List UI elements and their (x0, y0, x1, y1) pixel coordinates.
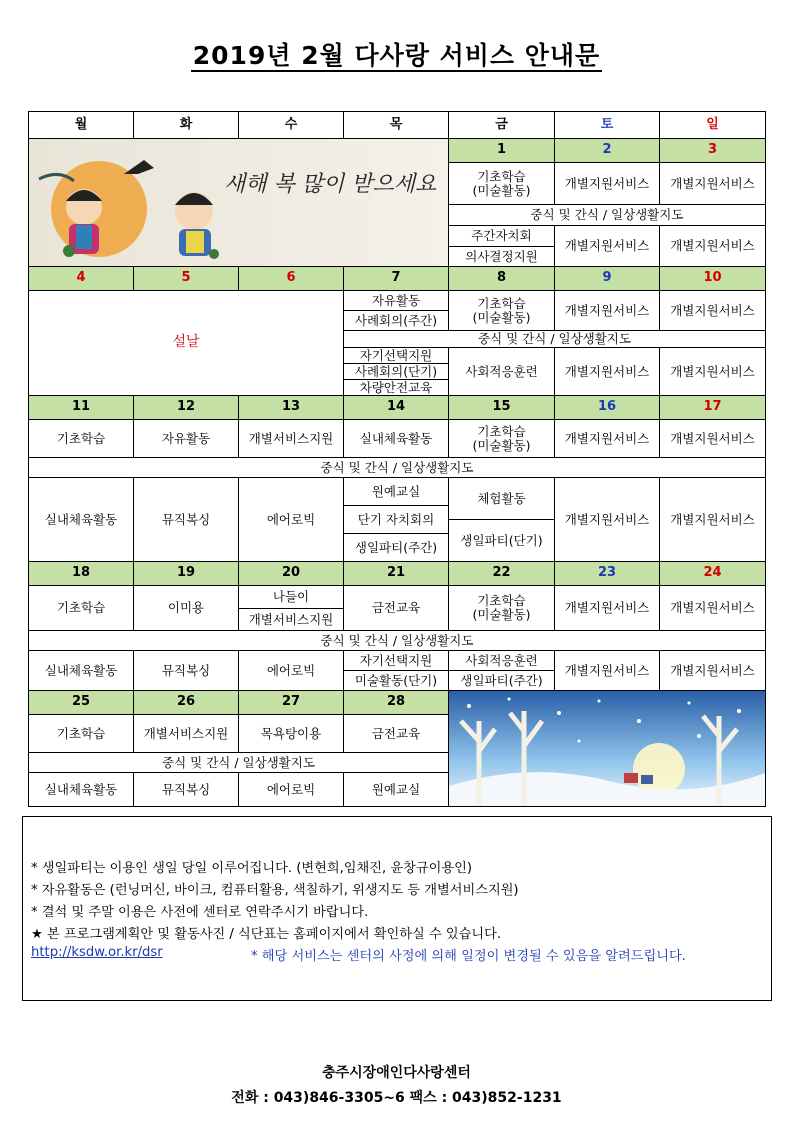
activity-cell: 뮤직복싱 (134, 478, 239, 562)
activity-cell: 생일파티(단기) (449, 520, 555, 562)
activity-cell: 사례회의(단기) (344, 364, 449, 380)
activity-cell: 뮤직복싱 (134, 651, 239, 691)
activity-cell: 자기선택지원 (344, 651, 449, 671)
note-homepage: ★ 본 프로그램계획안 및 활동사진 / 식단표는 홈페이지에서 확인하실 수 있습니다. (31, 927, 502, 942)
homepage-link[interactable]: http://ksdw.or.kr/dsr (31, 945, 163, 960)
activity-cell: 원예교실 (344, 478, 449, 506)
note-absence: * 결석 및 주말 이용은 사전에 센터로 연락주시기 바랍니다. (31, 905, 369, 920)
date-cell: 1 (449, 139, 555, 163)
activity-cell: 차량안전교육 (344, 380, 449, 396)
activity-cell: 개별서비스지원 (134, 715, 239, 753)
lunch-guidance-row: 중식 및 간식 / 일상생활지도 (29, 631, 766, 651)
activity-cell: 원예교실 (344, 773, 449, 807)
activity-cell: 개별지원서비스 (555, 348, 660, 396)
date-cell-saturday: 23 (555, 562, 660, 586)
activity-cell: 개별지원서비스 (660, 163, 766, 205)
activity-cell: 기초학습 (미술활동) (449, 291, 555, 331)
activity-cell: 개별지원서비스 (555, 478, 660, 562)
activity-cell: 개별지원서비스 (660, 291, 766, 331)
activity-cell: 개별지원서비스 (555, 651, 660, 691)
date-cell-saturday: 9 (555, 267, 660, 291)
lunch-guidance-row: 중식 및 간식 / 일상생활지도 (29, 458, 766, 478)
activity-cell: 금전교육 (344, 586, 449, 631)
organization-name: 충주시장애인다사랑센터 (322, 1065, 471, 1081)
activity-cell: 에어로빅 (239, 651, 344, 691)
weekday-header-row (29, 112, 766, 139)
activity-cell: 기초학습 (29, 715, 134, 753)
activity-cell: 기초학습 (29, 420, 134, 458)
date-cell: 13 (239, 396, 344, 420)
activity-cell: 개별지원서비스 (555, 226, 660, 267)
activity-cell: 금전교육 (344, 715, 449, 753)
page-title: 2019년 2월 다사랑 서비스 안내문 (192, 41, 601, 70)
activity-cell: 사회적응훈련 (449, 651, 555, 671)
weekday-mon: 월 (29, 112, 134, 139)
activity-cell: 실내체육활동 (344, 420, 449, 458)
note-birthday: * 생일파티는 이용인 생일 당일 이루어집니다. (변현희,임채진, 윤창규이용인) (31, 861, 472, 876)
date-cell: 7 (344, 267, 449, 291)
date-cell: 11 (29, 396, 134, 420)
activity-cell: 에어로빅 (239, 478, 344, 562)
date-cell: 18 (29, 562, 134, 586)
activity-cell: 사례회의(주간) (344, 311, 449, 331)
date-cell: 20 (239, 562, 344, 586)
activity-cell: 주간자치회 (449, 226, 555, 247)
activity-cell: 개별지원서비스 (555, 291, 660, 331)
lunch-guidance-row: 중식 및 간식 / 일상생활지도 (449, 205, 766, 226)
winter-banner (449, 691, 766, 807)
date-cell: 8 (449, 267, 555, 291)
date-cell: 26 (134, 691, 239, 715)
activity-cell: 목욕탕이용 (239, 715, 344, 753)
date-cell: 12 (134, 396, 239, 420)
date-cell-saturday: 16 (555, 396, 660, 420)
contact-info: 전화 : 043)846-3305~6 팩스 : 043)852-1231 (231, 1090, 562, 1106)
activity-cell: 에어로빅 (239, 773, 344, 807)
date-cell: 5 (134, 267, 239, 291)
new-year-greeting: 새해 복 많이 받으세요 (224, 172, 437, 197)
date-cell-sunday: 17 (660, 396, 766, 420)
date-cell: 22 (449, 562, 555, 586)
activity-cell: 자유활동 (134, 420, 239, 458)
weekday-sun: 일 (660, 112, 766, 139)
activity-cell: 개별지원서비스 (660, 478, 766, 562)
activity-cell: 기초학습 (미술활동) (449, 586, 555, 631)
new-year-illustration (29, 139, 449, 266)
weekday-wed: 수 (239, 112, 344, 139)
date-cell: 19 (134, 562, 239, 586)
date-cell: 14 (344, 396, 449, 420)
activity-cell: 개별지원서비스 (555, 420, 660, 458)
note-schedule-change: * 해당 서비스는 센터의 사정에 의해 일정이 변경될 수 있음을 알려드립니다. (251, 949, 686, 964)
activity-cell: 기초학습 (미술활동) (449, 420, 555, 458)
activity-cell: 개별지원서비스 (660, 348, 766, 396)
note-free-activity: * 자유활동은 (런닝머신, 바이크, 컴퓨터활용, 색칠하기, 위생지도 등 개별서비스지원) (31, 883, 519, 898)
activity-cell: 개별지원서비스 (555, 163, 660, 205)
weekday-thu: 목 (344, 112, 449, 139)
new-year-banner (29, 139, 449, 267)
date-cell-sunday: 24 (660, 562, 766, 586)
winter-night-illustration (449, 691, 765, 806)
activity-cell: 개별지원서비스 (660, 651, 766, 691)
activity-cell: 개별지원서비스 (660, 420, 766, 458)
holiday-cell: 설날 (29, 291, 344, 396)
activity-cell: 사회적응훈련 (449, 348, 555, 396)
date-cell: 6 (239, 267, 344, 291)
weekday-tue: 화 (134, 112, 239, 139)
activity-cell: 뮤직복싱 (134, 773, 239, 807)
date-cell: 4 (29, 267, 134, 291)
activity-cell: 개별지원서비스 (660, 586, 766, 631)
date-cell-saturday: 2 (555, 139, 660, 163)
activity-cell: 자기선택지원 (344, 348, 449, 364)
activity-cell: 기초학습 (29, 586, 134, 631)
date-cell: 27 (239, 691, 344, 715)
activity-cell: 의사결정지원 (449, 247, 555, 267)
date-cell: 28 (344, 691, 449, 715)
activity-cell: 미술활동(단기) (344, 671, 449, 691)
activity-cell: 개별서비스지원 (239, 420, 344, 458)
lunch-guidance-row: 중식 및 간식 / 일상생활지도 (344, 331, 766, 348)
date-cell: 25 (29, 691, 134, 715)
weekday-sat: 토 (555, 112, 660, 139)
activity-cell: 개별지원서비스 (660, 226, 766, 267)
activity-cell: 생일파티(주간) (344, 534, 449, 562)
lunch-guidance-row: 중식 및 간식 / 일상생활지도 (29, 753, 449, 773)
activity-cell: 개별서비스지원 (239, 609, 344, 631)
activity-cell: 실내체육활동 (29, 478, 134, 562)
date-cell: 21 (344, 562, 449, 586)
activity-cell: 체험활동 (449, 478, 555, 520)
activity-cell: 자유활동 (344, 291, 449, 311)
activity-cell: 나들이 (239, 586, 344, 609)
activity-cell: 기초학습 (미술활동) (449, 163, 555, 205)
activity-cell: 실내체육활동 (29, 773, 134, 807)
date-cell-sunday: 10 (660, 267, 766, 291)
date-cell: 15 (449, 396, 555, 420)
activity-cell: 생일파티(주간) (449, 671, 555, 691)
activity-cell: 단기 자치회의 (344, 506, 449, 534)
date-cell-sunday: 3 (660, 139, 766, 163)
activity-cell: 개별지원서비스 (555, 586, 660, 631)
activity-cell: 실내체육활동 (29, 651, 134, 691)
weekday-fri: 금 (449, 112, 555, 139)
notice-box (22, 816, 772, 1001)
activity-cell: 이미용 (134, 586, 239, 631)
schedule-calendar (28, 111, 766, 807)
